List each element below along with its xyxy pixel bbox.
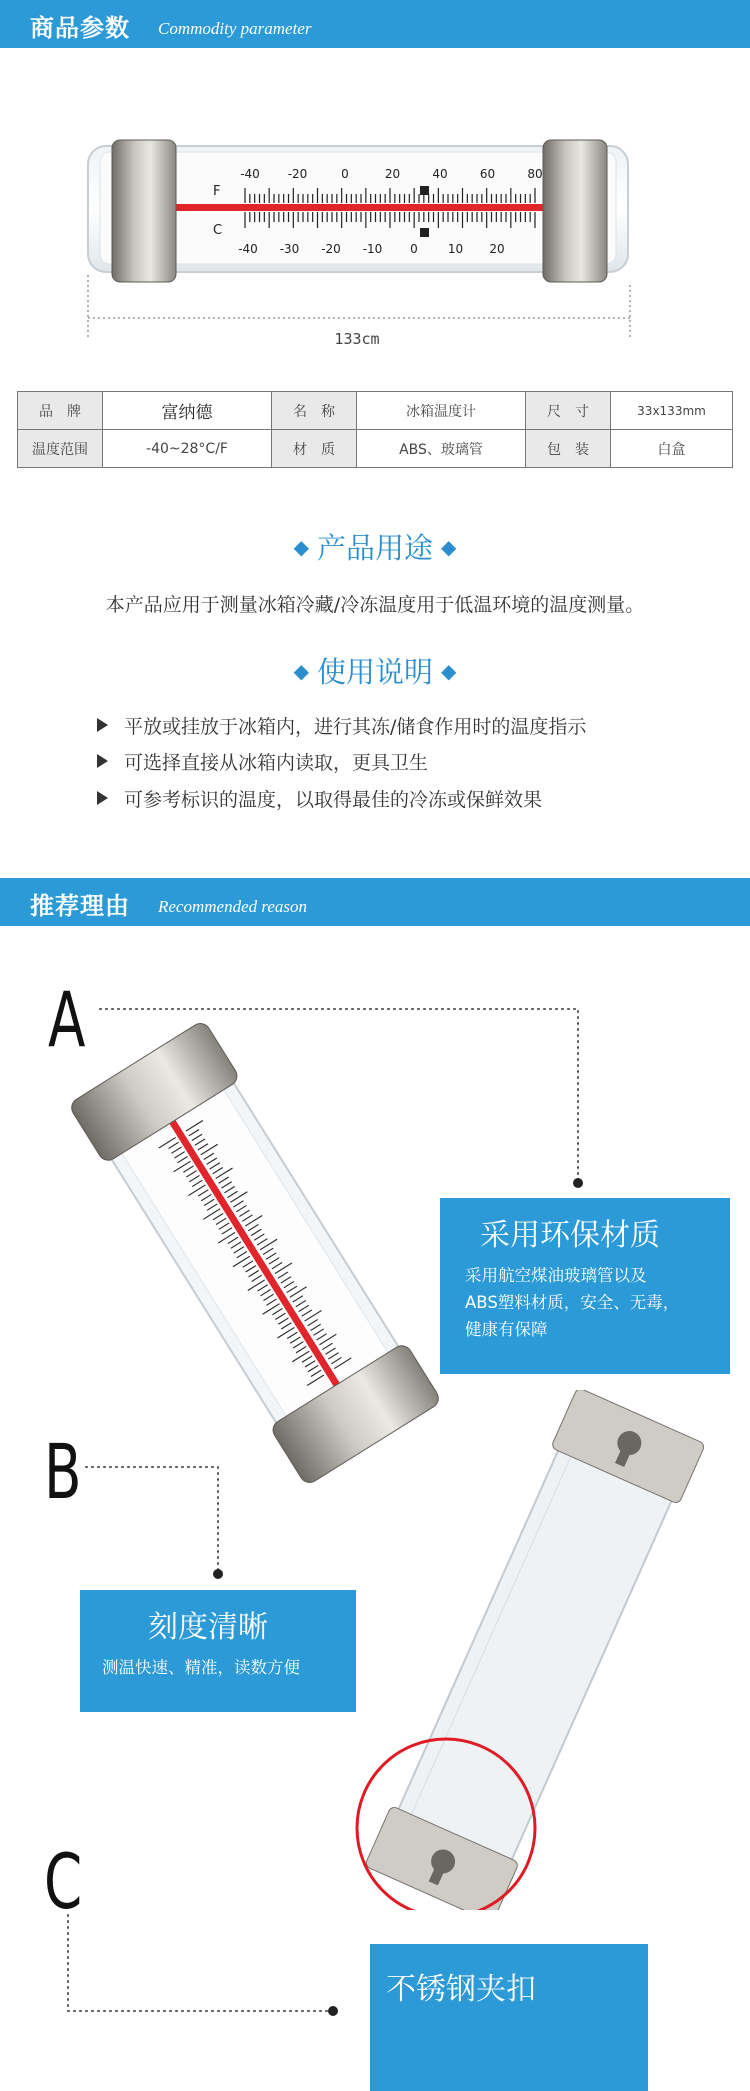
spec-label: 包 装 [526,430,611,468]
spec-label: 品 牌 [18,392,103,430]
spec-value: 33x133mm [611,392,733,430]
f-scale-label: -40 [240,167,260,181]
diamond-icon: ◆ [441,535,457,559]
feature-desc: 采用航空煤油玻璃管以及 ABS塑料材质，安全、无毒， 健康有保障 [465,1266,680,1339]
c-scale-label: -10 [362,242,383,256]
usage-text: 本产品应用于测量冰箱冷藏/冷冻温度用于低温环境的温度测量。 [105,594,645,616]
spec-value: 白盒 [611,430,733,468]
f-scale-label: 80 [527,167,543,181]
triangle-bullet-icon [97,718,108,732]
usage-title: ◆ 产品用途 ◆ [293,531,457,565]
diamond-icon: ◆ [293,535,309,559]
feature-letter-a: A [48,975,86,1064]
list-item: 可参考标识的温度，以取得最佳的冷冻或保鲜效果 [97,785,542,812]
feature-desc: 测温快速、精准，读数方便 [102,1658,300,1677]
c-scale-label: 20 [489,242,505,256]
product-thermometer-image [0,120,750,360]
spec-value: ABS、玻璃管 [357,430,526,468]
header-subtitle: Recommended reason [158,897,308,916]
triangle-bullet-icon [97,754,108,768]
c-scale-label: -40 [238,242,258,256]
c-label: C [213,223,223,238]
f-scale-label: 40 [432,167,448,181]
spec-label: 温度范围 [18,430,103,468]
diamond-icon: ◆ [293,659,309,683]
spec-value: 富纳德 [103,392,272,430]
f-scale-label: 20 [384,167,401,181]
section-header-recommended [0,878,750,926]
feature-title: 采用环保材质 [480,1218,660,1253]
feature-box-c [370,1944,648,2091]
feature-box-b [80,1590,356,1712]
c-scale-label: -20 [321,242,341,256]
triangle-bullet-icon [97,791,108,805]
header-title: 推荐理由 [30,892,130,920]
instructions-title: ◆ 使用说明 ◆ [293,655,457,689]
table-row [18,392,733,430]
feature-letter-b: B [44,1427,82,1516]
section-header-commodity [0,0,750,48]
list-item: 平放或挂放于冰箱内，进行其冻/储食作用时的温度指示 [97,712,586,739]
c-scale-label: 0 [410,242,418,256]
header-title: 商品参数 [30,14,130,42]
f-label: F [213,184,221,199]
spec-label: 名 称 [272,392,357,430]
f-scale-label: 60 [479,167,496,181]
leader-lines [0,990,750,2070]
spec-table [17,391,733,468]
spec-value: -40~28°C/F [103,430,272,468]
feature-box-a [440,1198,730,1374]
c-scale-label: -30 [279,242,300,256]
spec-label: 尺 寸 [526,392,611,430]
diamond-icon: ◆ [441,659,457,683]
feature-title: 刻度清晰 [148,1610,268,1645]
header-subtitle: Commodity parameter [158,19,312,38]
dimension-label: 133cm [334,330,380,348]
feature-title: 不锈钢夹扣 [386,1972,536,2007]
c-scale-label: 10 [447,242,464,256]
spec-label: 材 质 [272,430,357,468]
table-row [18,430,733,468]
f-scale-label: -20 [287,167,308,181]
feature-letter-c: C [44,1837,83,1926]
f-scale-label: 0 [341,167,349,181]
spec-value: 冰箱温度计 [357,392,526,430]
list-item: 可选择直接从冰箱内读取，更具卫生 [97,748,428,775]
